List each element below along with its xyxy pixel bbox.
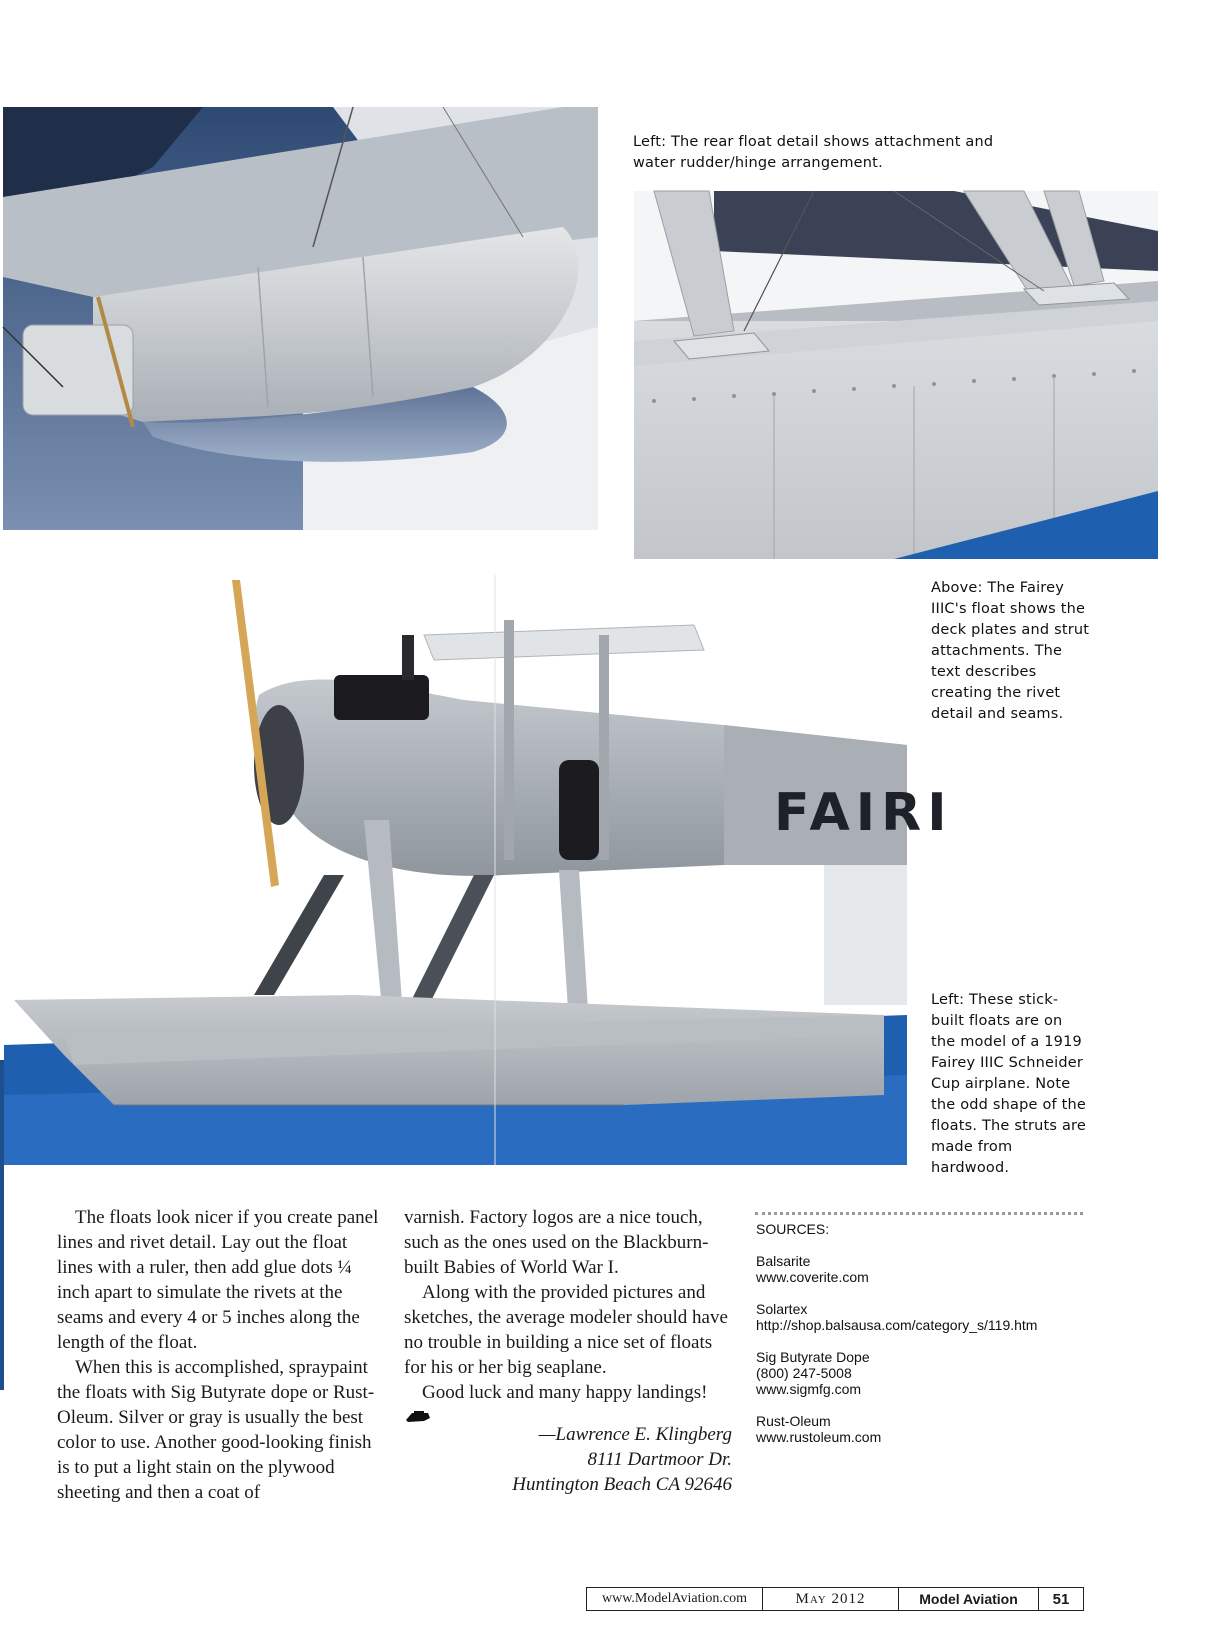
author-city: Huntington Beach CA 92646	[512, 1474, 732, 1495]
source-url[interactable]: www.sigmfg.com	[756, 1381, 862, 1397]
article-column-1	[57, 1205, 387, 1505]
source-name: Rust-Oleum	[756, 1413, 831, 1429]
caption-stick-built-floats: Left: These stick-built floats are on the model of a 1919 Fairey IIIC Schneider Cup airplane. Note the odd shape of the floats. The struts are made from hardwood.	[931, 992, 1087, 1176]
author-street: 8111 Dartmoor Dr.	[587, 1449, 732, 1470]
author-name: —Lawrence E. Klingberg	[538, 1424, 732, 1445]
article-paragraph: Along with the provided pictures and sketches, the average modeler should have no trouble in building a nice set of floats for his or her big seaplane.	[404, 1282, 728, 1378]
page-footer	[586, 1587, 1084, 1611]
footer-date: May 2012	[763, 1588, 899, 1610]
author-signature	[404, 1422, 732, 1497]
sources-divider	[755, 1212, 1083, 1215]
article-paragraph-continued: varnish. Factory logos are a nice touch, such as the ones used on the Blackburn-built Babies of World War I.	[404, 1207, 709, 1278]
source-phone: (800) 247-5008	[756, 1365, 852, 1381]
seaplane-model-illustration	[4, 575, 953, 1165]
article-column-2	[404, 1205, 734, 1430]
footer-url[interactable]: www.ModelAviation.com	[587, 1588, 763, 1610]
source-item	[756, 1253, 1086, 1285]
source-item	[756, 1349, 1086, 1397]
source-name: Sig Butyrate Dope	[756, 1349, 870, 1365]
footer-page-number: 51	[1052, 1590, 1070, 1608]
closing-text: Good luck and many happy landings!	[422, 1382, 708, 1403]
rear-float-illustration	[3, 107, 598, 530]
source-url[interactable]: www.rustoleum.com	[756, 1429, 882, 1445]
source-item	[756, 1301, 1086, 1333]
article-paragraph: When this is accomplished, spraypaint the floats with Sig Butyrate dope or Rust-Oleum. Silver or gray is usually the best color to use. Another good-looking finish is to put a light stain on the plywood sheeting and then a coat of	[57, 1357, 375, 1503]
sources-heading: SOURCES:	[756, 1221, 830, 1237]
source-name: Balsarite	[756, 1253, 811, 1269]
photo-rear-float-detail	[3, 107, 598, 530]
source-url[interactable]: www.coverite.com	[756, 1269, 869, 1285]
fuselage-lettering: FAIRI	[774, 783, 953, 843]
caption-rear-float: Left: The rear float detail shows attachment and water rudder/hinge arrangement.	[633, 134, 994, 171]
float-deck-illustration	[634, 191, 1158, 559]
article-paragraph: The floats look nicer if you create panel lines and rivet detail. Lay out the float lines with a ruler, then add glue dots ¼ inch apart to simulate the rivets at the seams and every 4 or 5 inches along the length of the float.	[57, 1207, 379, 1353]
source-name: Solartex	[756, 1301, 808, 1317]
source-item	[756, 1413, 1086, 1445]
source-url[interactable]: http://shop.balsausa.com/category_s/119.htm	[756, 1317, 1038, 1333]
photo-fairey-iiic-model	[4, 575, 953, 1165]
page-edge-strip	[0, 1060, 4, 1390]
caption-float-deck: Above: The Fairey IIIC's float shows the deck plates and strut attachments. The text describes creating the rivet detail and seams.	[931, 580, 1090, 722]
footer-magazine: Model Aviation	[899, 1588, 1039, 1610]
sources-box	[756, 1221, 1086, 1461]
photo-float-deck-plates	[634, 191, 1158, 559]
